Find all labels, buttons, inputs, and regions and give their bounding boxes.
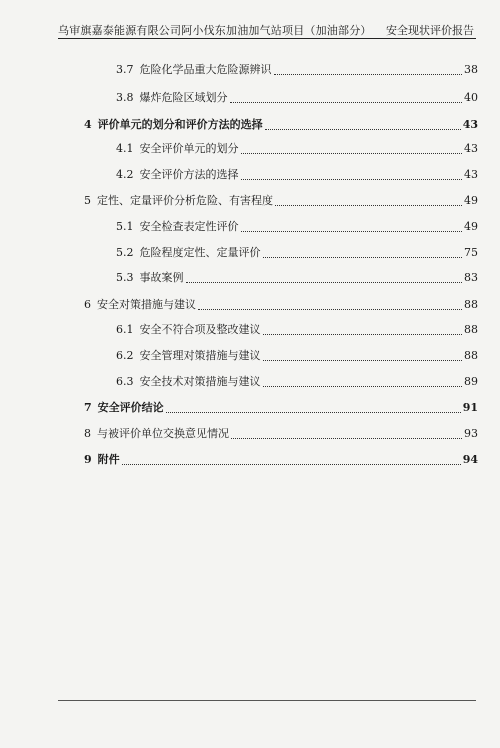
toc-leader-dots	[231, 437, 462, 439]
toc-leader-dots	[263, 385, 463, 387]
toc-entry-number: 4.2	[116, 168, 134, 181]
toc-entry-number: 5.3	[116, 271, 134, 284]
header-report-title: 安全现状评价报告	[386, 24, 474, 37]
toc-leader-dots	[186, 281, 463, 283]
toc-entry-page: 49	[464, 194, 478, 207]
toc-entry-page: 43	[464, 142, 478, 155]
toc-entry-number: 4.1	[116, 142, 134, 155]
toc-entry-title: 安全评价结论	[97, 401, 164, 414]
toc-entry-title: 安全技术对策措施与建议	[139, 375, 261, 388]
toc-entry-title: 安全检查表定性评价	[139, 220, 239, 233]
toc-entry-title: 安全评价单元的划分	[139, 142, 239, 155]
toc-entry-page: 88	[464, 323, 478, 336]
toc-leader-dots	[166, 411, 461, 413]
toc-leader-dots	[241, 178, 463, 180]
toc-entry[interactable]	[116, 141, 478, 157]
toc-entry[interactable]	[116, 374, 478, 390]
toc-entry[interactable]	[84, 452, 478, 468]
toc-entry-number: 6.1	[116, 323, 134, 336]
toc-leader-dots	[263, 333, 463, 335]
toc-leader-dots	[241, 230, 463, 232]
toc-entry[interactable]	[84, 193, 478, 209]
toc-entry-page: 38	[464, 63, 478, 76]
toc-entry-page: 75	[464, 246, 478, 259]
toc-leader-dots	[241, 152, 463, 154]
toc-entry-page: 94	[462, 453, 478, 466]
toc-entry[interactable]	[116, 270, 478, 286]
toc-entry-number: 3.8	[116, 91, 134, 104]
toc-entry-title: 安全对策措施与建议	[97, 298, 196, 311]
toc-entry-title: 安全评价方法的选择	[139, 168, 239, 181]
toc-entry-number: 5.1	[116, 220, 134, 233]
page-header	[58, 20, 476, 39]
toc-entry-page: 88	[464, 349, 478, 362]
toc-entry[interactable]	[116, 348, 478, 364]
toc-entry-page: 43	[462, 118, 478, 131]
header-project-title: 乌审旗嘉泰能源有限公司阿小伐东加油加气站项目（加油部分）	[58, 24, 372, 37]
toc-entry-title: 安全不符合项及整改建议	[139, 323, 261, 336]
toc-entry-title: 爆炸危险区域划分	[139, 91, 228, 104]
toc-entry-title: 附件	[97, 453, 120, 466]
toc-entry[interactable]	[84, 400, 478, 416]
toc-leader-dots	[198, 308, 462, 310]
toc-entry-number: 7	[84, 401, 92, 414]
toc-entry-number: 6.2	[116, 349, 134, 362]
toc-entry-page: 40	[464, 91, 478, 104]
toc-leader-dots	[263, 359, 463, 361]
toc-entry-page: 88	[464, 298, 478, 311]
toc-entry-page: 83	[464, 271, 478, 284]
toc-leader-dots	[274, 73, 463, 75]
toc-entry[interactable]	[116, 90, 478, 106]
toc-entry-page: 43	[464, 168, 478, 181]
toc-entry-number: 9	[84, 453, 92, 466]
toc-entry-title: 危险程度定性、定量评价	[139, 246, 261, 259]
toc-entry-title: 与被评价单位交换意见情况	[97, 427, 229, 440]
toc-entry-number: 5	[84, 194, 91, 207]
toc-entry[interactable]	[116, 167, 478, 183]
toc-leader-dots	[275, 204, 462, 206]
toc-entry[interactable]	[84, 297, 478, 313]
toc-entry-page: 89	[464, 375, 478, 388]
toc-entry-page: 49	[464, 220, 478, 233]
toc-entry[interactable]	[84, 426, 478, 442]
toc-entry[interactable]	[116, 219, 478, 235]
toc-entry-number: 5.2	[116, 246, 134, 259]
toc-entry-page: 93	[464, 427, 478, 440]
toc-entry-number: 6	[84, 298, 91, 311]
toc-entry[interactable]	[84, 117, 478, 133]
toc-entry-title: 定性、定量评价分析危险、有害程度	[97, 194, 273, 207]
toc-leader-dots	[265, 128, 461, 130]
footer-divider	[58, 700, 476, 701]
toc-leader-dots	[230, 101, 463, 103]
toc-leader-dots	[263, 256, 463, 258]
toc-entry-number: 6.3	[116, 375, 134, 388]
toc-entry-number: 3.7	[116, 63, 134, 76]
toc-entry-title: 危险化学品重大危险源辨识	[139, 63, 272, 76]
toc-entry-number: 8	[84, 427, 91, 440]
toc-entry[interactable]	[116, 62, 478, 78]
toc-leader-dots	[122, 463, 461, 465]
toc-entry-page: 91	[462, 401, 478, 414]
toc-entry-title: 事故案例	[139, 271, 184, 284]
toc-entry-title: 评价单元的划分和评价方法的选择	[97, 118, 263, 131]
toc-entry-number: 4	[84, 118, 92, 131]
toc-entry[interactable]	[116, 322, 478, 338]
toc-entry-title: 安全管理对策措施与建议	[139, 349, 261, 362]
toc-entry[interactable]	[116, 245, 478, 261]
